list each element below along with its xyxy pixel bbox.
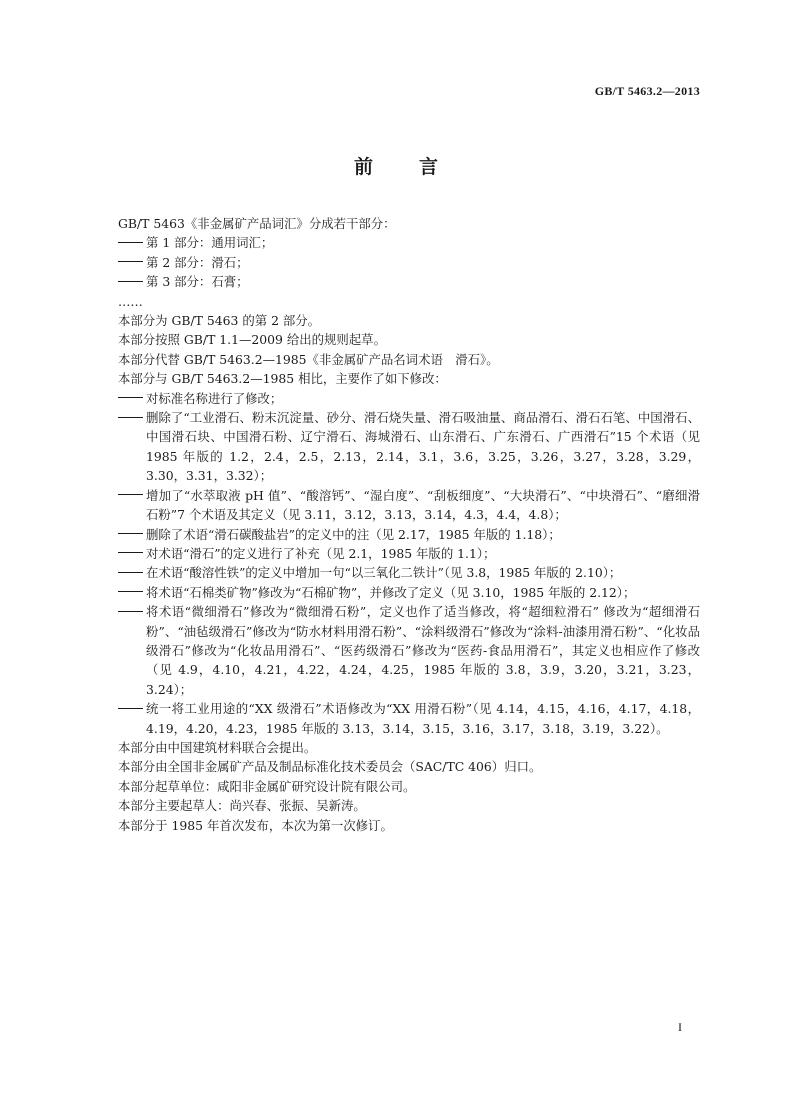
- statement-line: 本部分代替 GB/T 5463.2—1985《非金属矿产品名词术语 滑石》。: [118, 351, 499, 367]
- change-item: [118, 583, 700, 602]
- change-item-text: 将术语“微细滑石”修改为“微细滑石粉”，定义也作了适当修改，将“超细粒滑石” 修改为“超细滑石粉”、“油毡级滑石”修改为“防水材料用滑石粉”、“涂料级滑石”修改为“涂料-油漆用滑石粉”、“化妆品级滑石”修改为“化妆品用滑石”、“医药级滑石”修改为“医药-食品用滑石”，其定义也相应作了修改（见 4.9，4.10，4.21，4.22，4.24，4.25，1985 年版的 3.8，3.9，3.20，3.21，3.23，3.24）；: [146, 604, 700, 697]
- closing-line: 本部分由全国非金属矿产品及制品标准化技术委员会（SAC/TC 406）归口。: [118, 759, 542, 775]
- em-dash: [118, 272, 146, 291]
- statement-line: 本部分为 GB/T 5463 的第 2 部分。: [118, 313, 321, 329]
- change-item: [118, 699, 700, 738]
- em-dash: [118, 583, 146, 602]
- change-item: [118, 544, 700, 563]
- change-item-text: 统一将工业用途的“XX 级滑石”术语修改为“XX 用滑石粉”（见 4.14，4.15，4.16，4.17，4.18，4.19，4.20，4.23，1985 年版的 3.13，3.14，3.15，3.16，3.17，3.18，3.19，3.22）。: [146, 701, 700, 736]
- em-dash: [118, 544, 146, 563]
- closing-line: 本部分于 1985 年首次发布，本次为第一次修订。: [118, 817, 393, 833]
- part-item: [118, 272, 700, 291]
- part-item-text: 第 3 部分：石膏；: [146, 274, 249, 290]
- em-dash: [118, 525, 146, 544]
- em-dash: [118, 408, 146, 486]
- foreword-body: [118, 214, 700, 835]
- em-dash: [118, 699, 146, 738]
- intro-line: GB/T 5463《非金属矿产品词汇》分成若干部分：: [118, 216, 396, 231]
- part-item-text: 第 1 部分：通用词汇；: [146, 235, 274, 251]
- em-dash: [118, 486, 146, 525]
- em-dash: [118, 253, 146, 272]
- change-item-text: 删除了“工业滑石、粉末沉淀量、砂分、滑石烧失量、滑石吸油量、商品滑石、滑石石笔、中国滑石、中国滑石块、中国滑石粉、辽宁滑石、海城滑石、山东滑石、广东滑石、广西滑石”15 个术语（见 1985 年版的 1.2，2.4，2.5，2.13，2.14，3.1，3.6，3.25，3.26，3.27，3.28，3.29，3.30，3.31，3.32）；: [146, 410, 700, 484]
- closing-line: 本部分主要起草人：尚兴春、张振、吴新涛。: [118, 798, 366, 814]
- part-item: [118, 253, 700, 272]
- change-item-text: 将术语“石棉类矿物”修改为“石棉矿物”，并修改了定义（见 3.10，1985 年版的 2.12）；: [146, 584, 636, 600]
- em-dash: [118, 233, 146, 252]
- change-item: [118, 525, 700, 544]
- title-char-1: 前: [353, 156, 373, 178]
- closing-line: 本部分起草单位：咸阳非金属矿研究设计院有限公司。: [118, 778, 416, 794]
- page-number: I: [678, 1020, 682, 1034]
- change-item-text: 对术语“滑石”的定义进行了补充（见 2.1，1985 年版的 1.1）；: [146, 545, 496, 561]
- em-dash: [118, 563, 146, 582]
- part-item-text: 第 2 部分：滑石；: [146, 254, 249, 270]
- change-item: [118, 563, 700, 582]
- statement-line: 本部分按照 GB/T 1.1—2009 给出的规则起草。: [118, 332, 386, 348]
- em-dash: [118, 602, 146, 699]
- page-title: [0, 152, 792, 179]
- change-item: [118, 486, 700, 525]
- change-item-text: 删除了术语“滑石碳酸盐岩”的定义中的注（见 2.17，1985 年版的 1.18）；: [146, 526, 561, 542]
- change-item: [118, 389, 700, 408]
- part-item: [118, 233, 700, 252]
- change-item-text: 对标准名称进行了修改；: [146, 390, 283, 406]
- change-item: [118, 602, 700, 699]
- closing-line: 本部分由中国建筑材料联合会提出。: [118, 739, 317, 755]
- standard-number: GB/T 5463.2—2013: [594, 84, 700, 98]
- statement-line: 本部分与 GB/T 5463.2—1985 相比，主要作了如下修改：: [118, 371, 447, 387]
- title-char-2: 言: [419, 156, 439, 178]
- ellipsis: ……: [118, 293, 143, 309]
- change-item-text: 在术语“酸溶性铁”的定义中增加一句“以三氧化二铁计”（见 3.8，1985 年版的 2.10）；: [146, 565, 622, 581]
- change-item-text: 增加了“水萃取液 pH 值”、“酸溶钙”、“湿白度”、“刮板细度”、“大块滑石”、“中块滑石”、“磨细滑石粉”7 个术语及其定义（见 3.11，3.12，3.13，3.14，4.3，4.4，4.8）；: [146, 487, 700, 523]
- change-item: [118, 408, 700, 486]
- em-dash: [118, 389, 146, 408]
